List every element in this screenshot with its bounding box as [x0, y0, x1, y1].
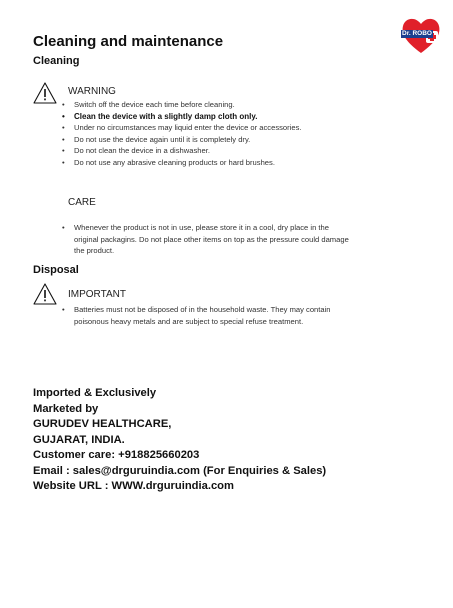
cleaning-list	[62, 99, 382, 169]
cleaning-heading: Cleaning	[33, 55, 80, 67]
list-item: • Switch off the device each time before cleaning.	[62, 99, 382, 111]
list-item: • Batteries must not be disposed of in the household waste. They may contain poisonous heavy metals and are subject to special refuse treatment.	[62, 304, 362, 327]
contact-line: Imported & Exclusively	[33, 387, 157, 399]
care-list	[62, 222, 352, 257]
disposal-heading: Disposal	[33, 264, 79, 276]
company-location: GUJARAT, INDIA.	[33, 433, 125, 446]
contact-block	[33, 386, 326, 495]
disposal-list	[62, 304, 362, 327]
company-name: GURUDEV HEALTHCARE,	[33, 418, 172, 430]
list-item: • Do not use any abrasive cleaning products or hard brushes.	[62, 157, 382, 169]
email: Email : sales@drguruindia.com (For Enquiries & Sales)	[33, 464, 327, 477]
contact-line: Marketed by	[33, 402, 99, 415]
brand-logo	[400, 15, 442, 55]
website: Website URL : WWW.drguruindia.com	[33, 480, 234, 492]
logo-text: Dr. ROBO	[402, 30, 432, 37]
list-item: • Clean the device with a slightly damp cloth only.	[62, 111, 382, 123]
list-item: • Do not use the device again until it is completely dry.	[62, 134, 382, 146]
care-label: CARE	[68, 197, 96, 208]
customer-care: Customer care: +918825660203	[33, 449, 200, 461]
page-title: Cleaning and maintenance	[33, 33, 224, 50]
list-item: • Whenever the product is not in use, please store it in a cool, dry place in the original packagins. Do not place other items on top as the pressure could damage the product.	[62, 222, 352, 257]
list-item: • Under no circumstances may liquid enter the device or accessories.	[62, 122, 382, 134]
warning-triangle-icon	[33, 82, 57, 104]
important-label: IMPORTANT	[68, 289, 126, 300]
warning-triangle-icon	[33, 283, 57, 305]
list-item: • Do not clean the device in a dishwasher.	[62, 145, 382, 157]
warning-label: WARNING	[68, 86, 116, 97]
